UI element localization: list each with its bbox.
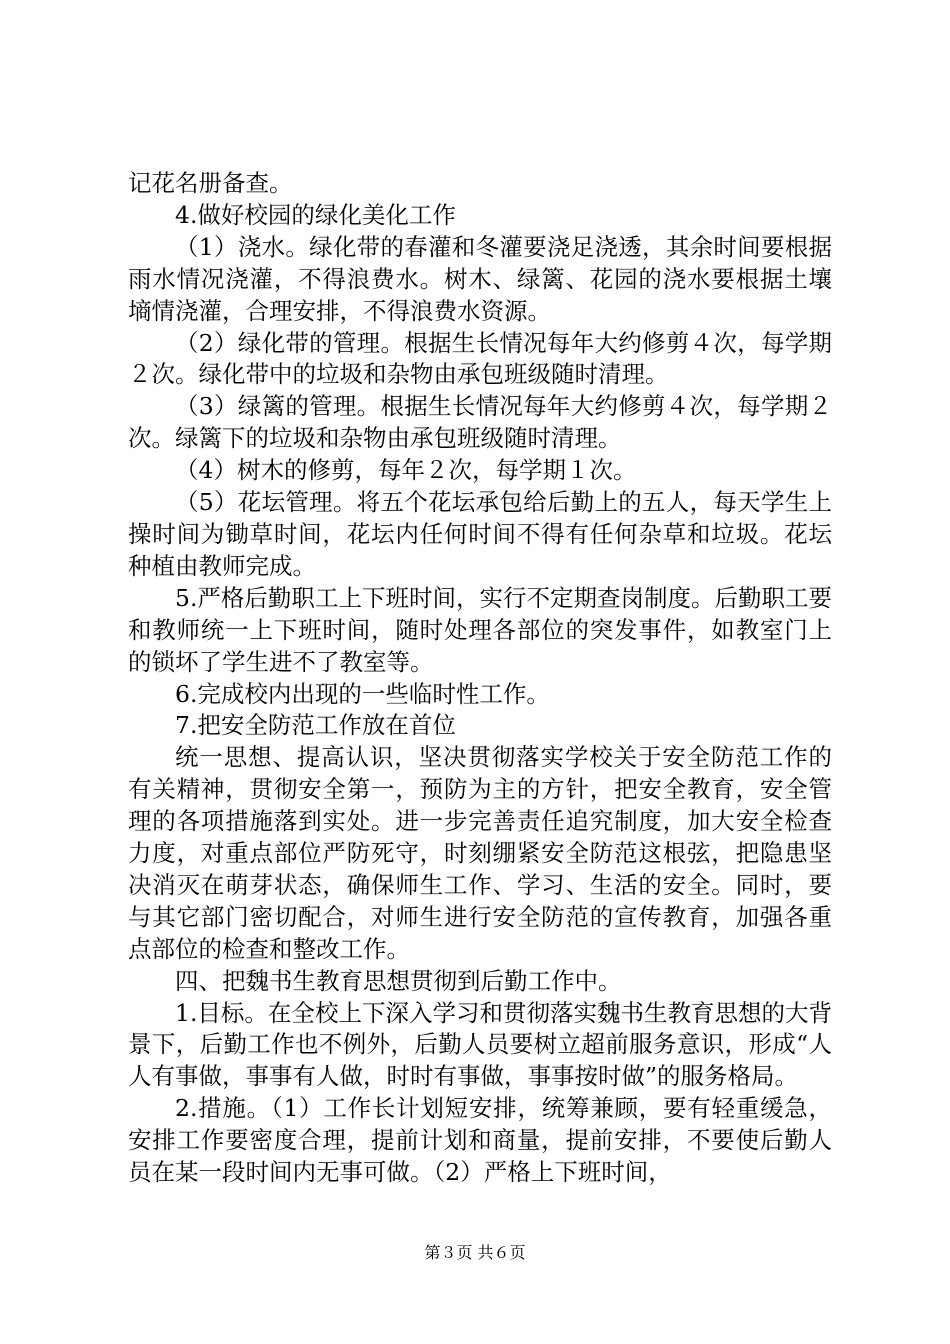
paragraph: （5）花坛管理。将五个花坛承包给后勤上的五人，每天学生上操时间为锄草时间，花坛内任何时间不得有任何杂草和垃圾。花坛种植由教师完成。	[128, 488, 832, 580]
paragraph: （4）树木的修剪，每年２次，每学期１次。	[175, 456, 637, 485]
paragraph: 7.把安全防范工作放在首位	[175, 711, 456, 740]
page-number-label: 第３页 共６页	[424, 1243, 526, 1262]
paragraph: 6.完成校内出现的一些临时性工作。	[175, 679, 550, 708]
paragraph: 4.做好校园的绿化美化工作	[175, 200, 456, 229]
page-footer	[0, 1242, 950, 1264]
paragraph: 统一思想、提高认识，坚决贯彻落实学校关于安全防范工作的有关精神，贯彻安全第一，预防为主的方针，把安全教育，安全管理的各项措施落到实处。进一步完善责任追究制度，加大安全检查力度，对重点部位严防死守，时刻绷紧安全防范这根弦，把隐患坚决消灭在萌芽状态，确保师生工作、学习、生活的安全。同时，要与其它部门密切配合，对师生进行安全防范的宣传教育，加强各重点部位的检查和整改工作。	[128, 743, 832, 963]
paragraph: （2）绿化带的管理。根据生长情况每年大约修剪４次，每学期２次。绿化带中的垃圾和杂物由承包班级随时清理。	[128, 328, 832, 389]
paragraph: （3）绿篱的管理。根据生长情况每年大约修剪４次，每学期２次。绿篱下的垃圾和杂物由承包班级随时清理。	[128, 392, 832, 453]
paragraph: 2.措施。（1）工作长计划短安排，统筹兼顾，要有轻重缓急，安排工作要密度合理，提前计划和商量，提前安排，不要使后勤人员在某一段时间内无事可做。（2）严格上下班时间，	[128, 1094, 832, 1187]
paragraph: 记花名册备查。	[128, 169, 293, 197]
document-body	[128, 168, 832, 1189]
paragraph: 四、把魏书生教育思想贯彻到后勤工作中。	[175, 966, 622, 995]
paragraph: 1.目标。在全校上下深入学习和贯彻落实魏书生教育思想的大背景下，后勤工作也不例外，后勤人员要树立超前服务意识，形成“人人有事做，事事有人做，时时有事做，事事按时做”的服务格局。	[128, 998, 832, 1091]
paragraph: 5.严格后勤职工上下班时间，实行不定期查岗制度。后勤职工要和教师统一上下班时间，随时处理各部位的突发事件，如教室门上的锁坏了学生进不了教室等。	[128, 583, 832, 676]
paragraph: （1）浇水。绿化带的春灌和冬灌要浇足浇透，其余时间要根据雨水情况浇灌，不得浪费水。树木、绿篱、花园的浇水要根据土壤墒情浇灌，合理安排，不得浪费水资源。	[128, 232, 832, 325]
